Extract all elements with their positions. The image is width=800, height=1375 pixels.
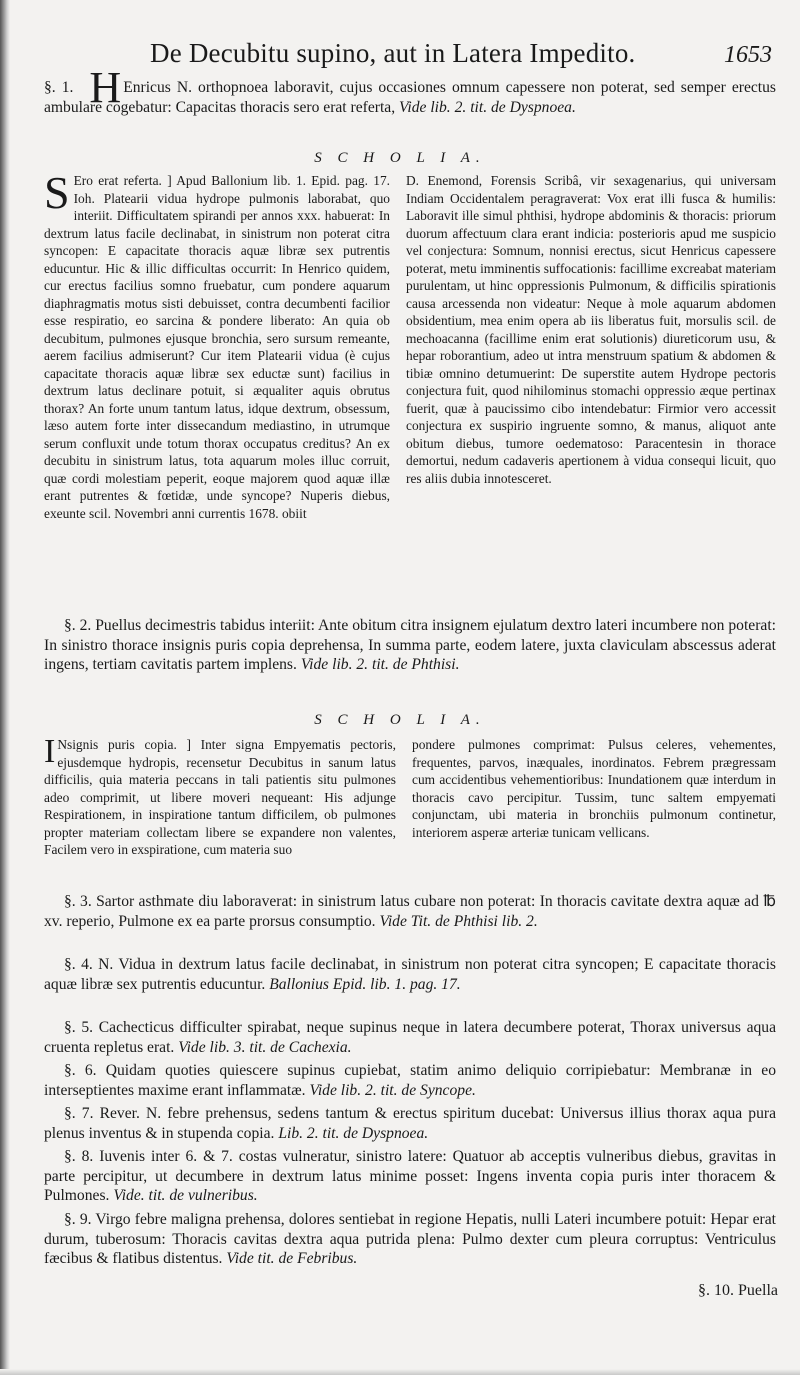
section-1 — [44, 63, 776, 118]
section-2-ref: Vide lib. 2. tit. de Phthisi. — [300, 656, 460, 674]
section-1-text: Enricus N. orthopnoea laboravit, cujus occasiones omnum capessere non poterat, sed semper erectus ambulare cogebatur: Capacitas thoracis sero erat referta, — [44, 79, 776, 116]
section-3 — [44, 892, 776, 931]
section-8-ref: Vide. tit. de vulneribus. — [113, 1187, 258, 1205]
scholia-heading-2: S C H O L I A. — [314, 712, 486, 728]
scholia-1-left-text: Ero erat referta. ] Apud Ballonium lib. 1. Epid. pag. 17. Ioh. Platearii vidua hydrope pulmonis laborabat, quo interiit. Difficultatem spirandi per annos xxx. habuerat: In dextrum latus facile declinabat, in sinistrum non poterat citra syncopen: E capacitate thoracis aquæ libræ sex putrentis educuntur. Hic & illic difficultas occurrit: In Henrico quidem, cur erectus facilius somno fruebatur, cum pondere aquarum diaphragmatis motus sisti debuisset, contra decumbenti facilior esse respiratio, eo sarcina & pondere liberato: An quia ob decubitum, pulmones ejusque bronchia, sero sursum remeante, aerem facilius admiserunt? Cur item Platearii vidua (è cujus capacitate thoracis aquæ libræ sex eductæ sunt) facilius in dextrum latus declinare potuit, si æqualiter aquis obrutus thorax? An forte unum tantum latus, idque dextrum, obsessum, læso autem forte inter dissecandum mediastino, in utrumque serum confluxit unde totum thorax occupatus creditus? An ex decubitu in sinistrum latus, tota aquarum moles illuc corruit, quæ cordi molestiam peperit, eoque majorem quod aquæ illæ erant putrentes & fœtidæ, unde syncope? Nuperis diebus, exeunte scil. Novembri anni currentis 1678. obiit — [44, 173, 390, 521]
scholia-1-right-column — [406, 172, 776, 487]
section-6 — [44, 1061, 776, 1100]
section-1-number: §. 1. — [44, 79, 74, 96]
section-4 — [44, 955, 776, 994]
scholia-2-right-text: pondere pulmones comprimat: Pulsus celeres, vehementes, frequentes, parvos, inæquales, inordinatos. Febrem prægressam cum accidentibus vehementioribus: Inundationem quæ interdum in thoracis cavo percipitur. Tussim, tunc saltem empyemati conjunctam, ubi materia in bronchiis pulmonum continetur, interiorem asperæ arteriæ tunicam vellicans. — [412, 737, 776, 840]
section-1-dropcap: H — [89, 63, 122, 112]
section-7-ref: Lib. 2. tit. de Dyspnoea. — [278, 1124, 429, 1142]
catchword: §. 10. Puella — [698, 1282, 778, 1299]
section-9-text: §. 9. Virgo febre maligna prehensa, dolores sentiebat in regione Hepatis, nulli Lateri incumbere potuit: Hepar erat durum, tuberosum: Thoracis cavitas dextra aqua putrida plena: Pulmo dexter cum pleura corruptus: Ventriculus fæcibus & flatibus distentus. — [44, 1211, 776, 1268]
section-3-ref: Vide Tit. de Phthisi lib. 2. — [379, 912, 538, 930]
scholia-1-right-text: D. Enemond, Forensis Scribâ, vir sexagenarius, qui universam Indiam Occidentalem peragraverat: Vox erat illi fusca & humilis: Laboravit ille simul phthisi, hydrope abdominis & thoracis: priorum duorum affectuum clara erant indicia: posterioris apud me suspicio vel conjectura: Somnum, nonnisi erectus, sicut Henricus capessere poterat, metu imminentis suffocationis: facillime excreabat materiam purulentam, ut hinc oppressionis Pulmonum, & difficilis spirationis causa arcessenda non videatur: Neque à mole aquarum abdomen obsidentium, mea enim opera ab iis liberatus fuit, morsulis scil. de mechoacanna (facillime enim erat solutionis) diureticorum usu, & hepar roborantium, adeo ut intra menstruum spatium & abdomen & tibiæ omnino detumuerint: De superstite autem Hydrope pectoris conjectura fuit, quod nihilominus stomachi oppressio æque pertinax fuerit, quæ à paucissimo cibo intendebatur: Firmior vero accessit conjectura ex suspirio ingruente somno, & manus, aliquot ante obitum diebus, tumore oedematoso: Paracentesin in thorace demortui, nedum cadaveris apertionem à vidua consequi licuit, quo res aliis dubia innotesceret. — [406, 173, 776, 486]
page-gutter-shadow — [0, 0, 10, 1375]
section-3-text: §. 3. Sartor asthmate diu laboraverat: in sinistrum latus cubare non poterat: In thoracis cavitate dextra aquæ ad ℔ xv. reperio, Pulmone ex ea parte prorsus consumptio. — [44, 893, 776, 930]
section-4-ref: Ballonius Epid. lib. 1. pag. 17. — [269, 975, 461, 993]
section-9 — [44, 1210, 776, 1269]
section-9-ref: Vide tit. de Febribus. — [226, 1250, 358, 1268]
scholia-2-left-column — [44, 733, 396, 859]
scholia-2-right-column — [412, 736, 776, 841]
section-6-ref: Vide lib. 2. tit. de Syncope. — [309, 1081, 476, 1099]
section-5-ref: Vide lib. 3. tit. de Cachexia. — [178, 1038, 352, 1056]
page-title: De Decubitu supino, aut in Latera Impedito. — [150, 38, 636, 68]
section-5-text: §. 5. Cachecticus difficulter spirabat, neque supinus neque in latera decumbere poterat, Thorax universus aqua cruenta repletus erat. — [44, 1019, 776, 1056]
section-2-text: §. 2. Puellus decimestris tabidus interiit: Ante obitum citra insignem ejulatum dextro lateri incumbere non poterat: In sinistro thorace insignis puris copia deprehensa, In summa parte, eodem latere, juxta claviculam abscessus aderat ingens, tertiam cavitatis partem implens. — [44, 617, 776, 674]
page-number: 1653 — [724, 42, 772, 68]
section-4-text: §. 4. N. Vidua in dextrum latus facile declinabat, in sinistrum non poterat citra syncopen; E capacitate thoracis aquæ libræ sex putrentis educuntur. — [44, 956, 776, 993]
section-8-text: §. 8. Iuvenis inter 6. & 7. costas vulneratur, sinistro latere: Quatuor ab acceptis vulneribus diebus, gravitas in parte percipitur, ut decumbere in dextrum latus minime posset: Ingens inventa copia puris inter thoracem & Pulmones. — [44, 1148, 776, 1205]
section-8 — [44, 1147, 776, 1206]
scholia-2-left-text: Nsignis puris copia. ] Inter signa Empyematis pectoris, ejusdemque hydropis, recensetur Decubitus in sanum latus difficilis, quia materia peccans in tali patientis situ pulmones adeo comprimit, ut libere moveri nequeant: His adjunge Respirationem, in inspiratione tantum difficilem, ob pulmones propter materiam collectam libere se expandere non valentes, Facilem vero in exspiratione, cum materia suo — [44, 737, 396, 857]
section-1-ref: Vide lib. 2. tit. de Dyspnoea. — [399, 99, 576, 116]
scholia-2-dropcap: I — [44, 733, 56, 770]
section-7 — [44, 1104, 776, 1143]
scholia-1-left-column — [44, 167, 390, 522]
section-5 — [44, 1018, 776, 1057]
section-2 — [44, 616, 776, 675]
running-header — [150, 38, 790, 74]
page-bottom-shadow — [0, 1369, 800, 1375]
scholia-1-dropcap: S — [44, 167, 70, 218]
section-6-text: §. 6. Quidam quoties quiescere supinus cupiebat, statim animo deliquio corripiebatur: Membranæ in eo interseptientes maxime erant inflammatæ. — [44, 1062, 776, 1099]
section-7-text: §. 7. Rever. N. febre prehensus, sedens tantum & erectus spiritum ducebat: Universus illius thorax aqua pura plenus inventus & in stupenda copia. — [44, 1105, 776, 1142]
scholia-heading-1: S C H O L I A. — [314, 150, 486, 166]
